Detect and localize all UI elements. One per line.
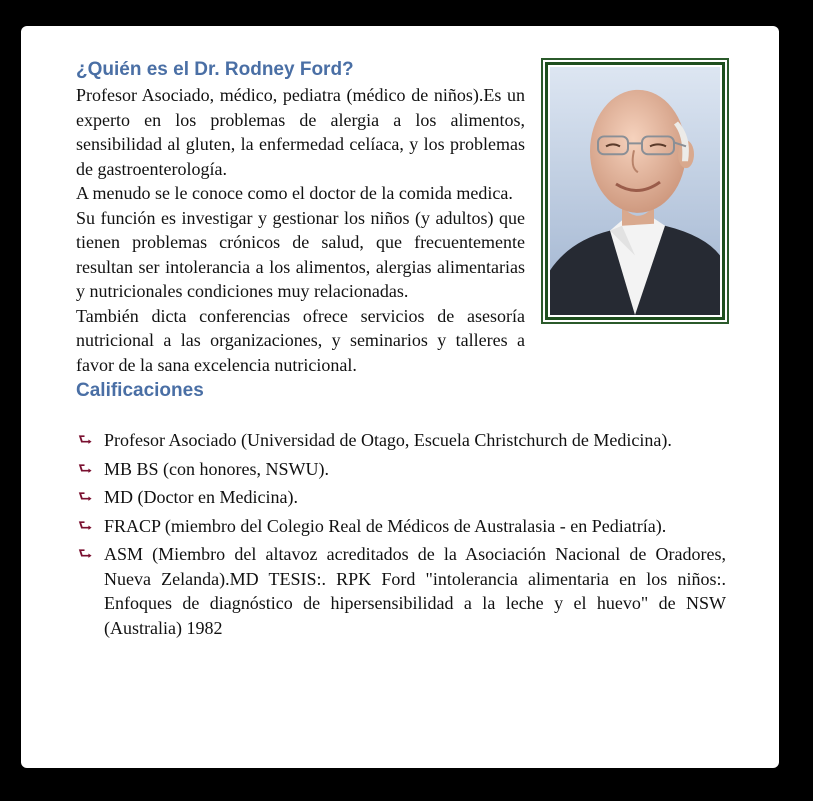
qualification-item [76,485,726,510]
arrow-bullet-icon: ⮑ [78,487,93,506]
qualifications-title: Calificaciones [76,380,204,401]
arrow-bullet-icon: ⮑ [78,430,93,449]
qualification-item [76,514,726,539]
qualification-text: Profesor Asociado (Universidad de Otago, Escuela Christchurch de Medicina). [104,430,672,450]
bio-paragraph-3: Su función es investigar y gestionar los niños (y adultos) que tienen problemas crónicos de salud, que frecuentemente resultan ser intolerancia a los alimentos, alergias alimentarias y nutricionales condiciones muy relacionadas. [76,207,525,301]
qualification-text: FRACP (miembro del Colegio Real de Médicos de Australasia - en Pediatría). [104,515,667,536]
document-content [76,56,726,644]
arrow-bullet-icon: ⮑ [78,458,93,478]
bio-paragraph-4: También dicta conferencias ofrece servicios de asesoría nutricional a las organizaciones, y seminarios y talleres a favor de la sana excelencia nutricional. [76,305,525,375]
qualifications-list [76,428,726,640]
qualification-item [76,542,726,640]
section-spacer [76,404,726,428]
document-page [21,26,779,768]
qualification-item [76,457,726,482]
portrait-photo [545,62,725,320]
bio-paragraph-1: Profesor Asociado, médico, pediatra (médico de niños).Es un experto en los problemas de alergia a los alimentos, sensibilidad al gluten, la enfermedad celíaca, y los problemas de gastroenterología. [76,85,525,179]
qualification-text: MB BS (con honores, NSWU). [104,458,329,479]
arrow-bullet-icon: ⮑ [78,544,93,563]
portrait-frame [541,58,729,324]
qualification-item [76,428,726,453]
arrow-bullet-icon: ⮑ [78,515,93,535]
portrait-image [550,67,720,315]
qualification-text: ASM (Miembro del altavoz acreditados de la Asociación Nacional de Oradores, Nueva Zelanda).MD TESIS:. RPK Ford "intolerancia alimentaria en los niños:. Enfoques de diagnóstico de hipersensibilidad a la leche y el huevo" de NSW (Australia) 1982 [104,544,726,638]
page-title: ¿Quién es el Dr. Rodney Ford? [76,59,354,80]
qualification-text: MD (Doctor en Medicina). [104,487,298,507]
bio-paragraph-2: A menudo se le conoce como el doctor de la comida medica. [76,183,513,203]
